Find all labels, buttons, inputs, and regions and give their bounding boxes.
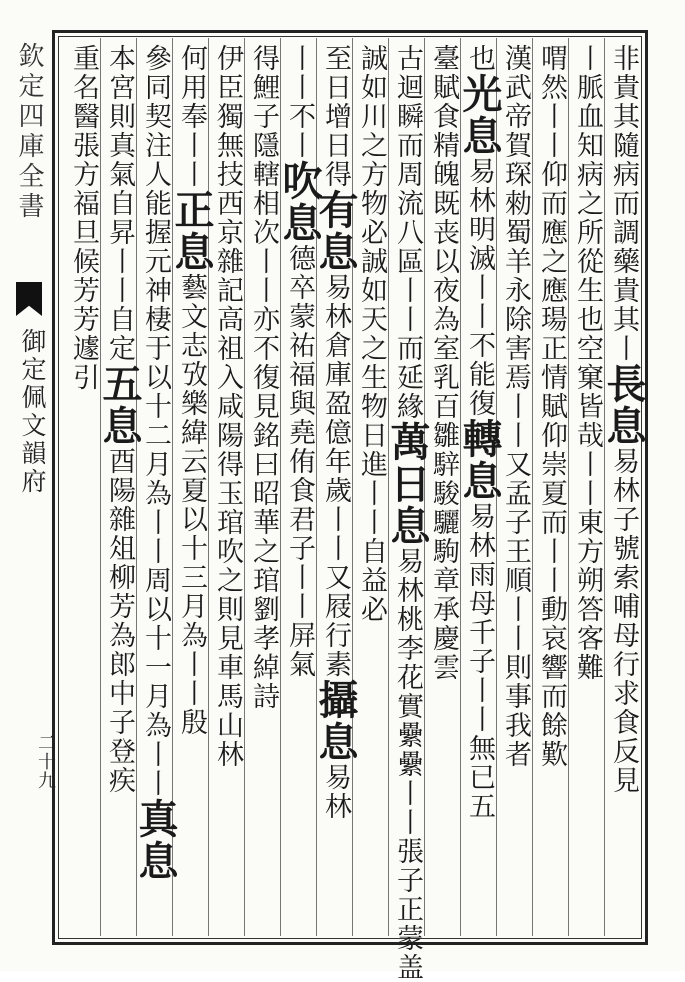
- column-text: 易林倉庫盈億年歲丨丨又屐行素: [320, 273, 351, 679]
- column-text: 本宮則真氣自昇丨丨自定: [104, 44, 135, 363]
- column-text: 得鯉子: [248, 44, 279, 131]
- column-rule: [244, 38, 245, 936]
- headword: 真息: [132, 798, 179, 882]
- column-text: 重名醫張方福旦候芳芳遽引: [68, 44, 99, 392]
- column-text: 臺賦: [428, 44, 459, 102]
- column-text: 德卒蒙祐福與堯侑食君子丨丨: [284, 244, 315, 621]
- column-text: 屏氣: [284, 621, 315, 679]
- column-text: 伊臣獨無技: [212, 44, 243, 189]
- column-rule: [568, 38, 569, 936]
- headword: 長息: [600, 363, 647, 447]
- column-text: 易林桃李花實纍纍丨丨張子正蒙盖: [392, 547, 423, 982]
- column-text: 也: [464, 44, 495, 73]
- column-text: 食精魄既丧以夜為室: [428, 102, 459, 363]
- column-rule: [208, 38, 209, 936]
- column-text: 喟然丨丨仰而應之應瑒正情賦: [536, 44, 567, 421]
- headword: 萬日息: [384, 421, 431, 547]
- column-text: 非貴其隨病而調藥貴其: [608, 44, 639, 334]
- column-text: 以十二月為丨丨周以十一月為丨丨: [140, 363, 171, 798]
- column-text: 漢武帝賀琛勑蜀羊永除害焉: [500, 44, 531, 392]
- text-column: [64, 44, 100, 924]
- column-text: 隱轄相次丨丨亦不復見銘曰昭華之琯劉孝綽詩: [248, 131, 279, 711]
- text-column: [208, 44, 244, 924]
- column-text: 仰崇夏而丨丨動哀響而餘歎: [536, 421, 567, 769]
- text-column: [568, 44, 604, 924]
- column-text: 丨丨又孟子王順丨丨則事我者: [500, 392, 531, 769]
- column-rule: [532, 38, 533, 936]
- headword: 五息: [96, 363, 143, 447]
- column-rule: [352, 38, 353, 936]
- column-text: 易林: [320, 763, 351, 821]
- column-text: 丨: [608, 334, 639, 363]
- column-text: 物必誠如天之生物日進丨丨自益必: [356, 189, 387, 624]
- headword: 正息: [168, 189, 215, 273]
- column-text: 古迴瞬而周流八區: [392, 44, 423, 276]
- headword: 吹息: [276, 160, 323, 244]
- column-rule: [388, 38, 389, 936]
- column-text: 易林明滅丨丨不能復: [464, 157, 495, 418]
- text-column: [276, 44, 323, 924]
- text-column: [352, 44, 388, 924]
- text-column: [132, 44, 179, 924]
- text-column: [600, 44, 647, 924]
- headword: 攝息: [312, 679, 359, 763]
- text-column: [532, 44, 568, 924]
- folio-number: 二十九: [35, 733, 56, 790]
- column-text: 至日增日得: [320, 44, 351, 189]
- text-column: [244, 44, 280, 924]
- column-text: 丨脈血知病之所從生也: [572, 44, 603, 334]
- column-rule: [100, 38, 101, 936]
- column-text: 酉陽雜俎柳芳為郎中子登疾: [104, 447, 135, 795]
- text-column: [168, 44, 215, 924]
- column-text: 乳百雛騂駿驪駒章承慶雲: [428, 363, 459, 682]
- column-text: 易林雨母千子丨丨無已五: [464, 502, 495, 821]
- column-text: 空窠皆哉丨丨東方朔答客難: [572, 334, 603, 682]
- column-text: 西京雜記高祖入咸陽得玉琯吹之則見車馬山林: [212, 189, 243, 769]
- column-text: 易林子號索哺母行求食反見: [608, 447, 639, 795]
- headword: 光息: [456, 73, 503, 157]
- text-column: [456, 44, 503, 924]
- margin-book-subtitle: 御定佩文韻府: [18, 328, 47, 496]
- margin-book-title: 欽定四庫全書: [14, 42, 44, 222]
- column-rule: [604, 38, 605, 936]
- column-text: 丨丨不丨: [284, 44, 315, 160]
- column-text: 丨丨而延緣: [392, 276, 423, 421]
- headword: 轉息: [456, 418, 503, 502]
- column-text: 藝文志攷樂緯云夏以十三月為丨丨殷: [176, 273, 207, 737]
- text-column: [96, 44, 143, 924]
- column-rule: [136, 38, 137, 936]
- column-text: 參同契注人能握元神棲于: [140, 44, 171, 363]
- text-column: [384, 44, 431, 982]
- headword: 有息: [312, 189, 359, 273]
- column-rule: [460, 38, 461, 936]
- column-text: 誠如川之方: [356, 44, 387, 189]
- column-rule: [280, 38, 281, 936]
- column-text: 何用奉丨丨: [176, 44, 207, 189]
